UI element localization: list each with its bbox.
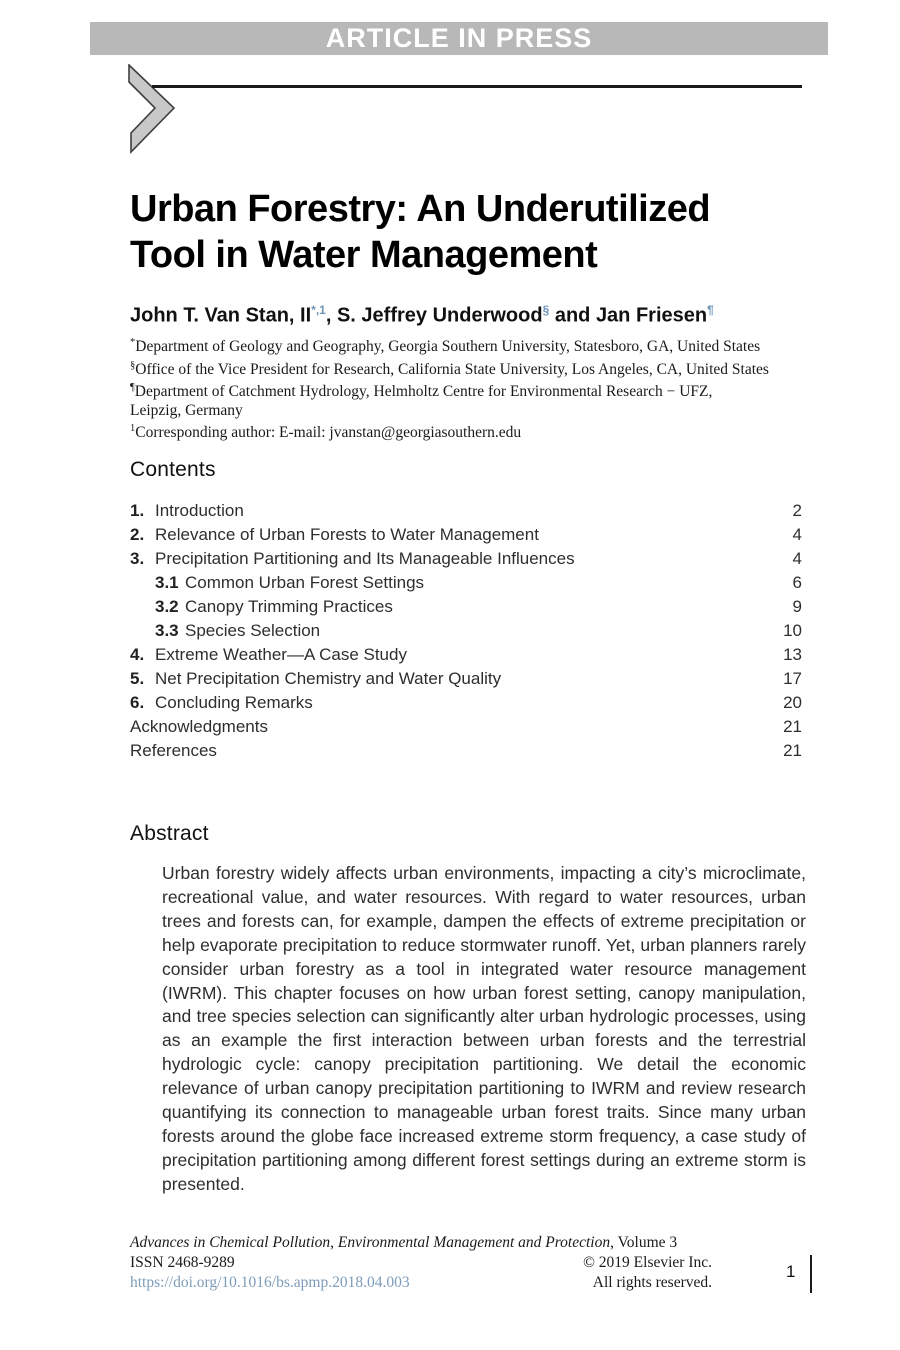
toc-page-number: 4 xyxy=(792,549,802,568)
toc-row xyxy=(130,523,802,547)
toc-page-number: 20 xyxy=(783,693,802,712)
author-3-affiliation-mark: ¶ xyxy=(707,303,714,317)
author-2: S. Jeffrey Underwood xyxy=(336,304,543,327)
abstract-section xyxy=(130,822,806,1197)
author-2-affiliation-mark: § xyxy=(542,303,550,317)
author-3: Jan Friesen xyxy=(595,304,708,327)
affiliation-line xyxy=(130,379,830,402)
banner-label: ARTICLE IN PRESS xyxy=(325,23,593,53)
toc-number: 2. xyxy=(130,525,145,544)
toc-label: References xyxy=(130,741,217,760)
toc-row xyxy=(130,619,802,643)
toc-number: 3.1 xyxy=(155,573,179,592)
toc-page-number: 4 xyxy=(792,525,802,544)
title-line-2: Tool in Water Management xyxy=(130,234,598,276)
toc-number: 1. xyxy=(130,501,145,520)
toc-label: Relevance of Urban Forests to Water Management xyxy=(155,525,539,544)
toc-label: Species Selection xyxy=(185,621,321,640)
toc-label: Precipitation Partitioning and Its Manageable Influences xyxy=(155,549,575,568)
toc-row xyxy=(130,499,802,523)
affiliation-line xyxy=(130,357,830,380)
series-title-italic: Advances in Chemical Pollution, Environmental Management and Protection xyxy=(130,1234,611,1251)
affiliation-text: Office of the Vice President for Research, California State University, Los Angeles, CA, United States xyxy=(135,360,769,378)
series-title xyxy=(130,1233,712,1253)
affiliation-marker: * xyxy=(130,337,136,348)
affiliations-block xyxy=(130,334,830,443)
toc-label: Introduction xyxy=(155,501,244,520)
contents-list xyxy=(130,499,802,763)
affiliation-text: Department of Catchment Hydrology, Helmholtz Centre for Environmental Research − UFZ, xyxy=(134,383,713,401)
contents-heading: Contents xyxy=(130,458,216,481)
toc-page-number: 21 xyxy=(783,741,802,760)
affiliation-text: Department of Geology and Geography, Georgia Southern University, Statesboro, GA, United States xyxy=(135,338,761,356)
abstract-heading: Abstract xyxy=(130,822,209,845)
page-number: 1 xyxy=(786,1262,796,1281)
author-separator: , xyxy=(325,304,337,327)
toc-number: 6. xyxy=(130,693,145,712)
toc-label: Canopy Trimming Practices xyxy=(185,597,393,616)
series-volume: , Volume 3 xyxy=(610,1234,678,1251)
affiliation-text-continued: Leipzig, Germany xyxy=(130,401,243,419)
author-line xyxy=(130,303,830,328)
toc-page-number: 6 xyxy=(792,573,802,592)
author-1-affiliation-mark: *,1 xyxy=(311,303,326,317)
toc-page-number: 13 xyxy=(783,645,802,664)
toc-page-number: 2 xyxy=(792,501,802,520)
toc-page-number: 9 xyxy=(792,597,802,616)
toc-label: Common Urban Forest Settings xyxy=(185,573,425,592)
copyright-notice: © 2019 Elsevier Inc. xyxy=(583,1254,712,1271)
affiliation-text: Corresponding author: E-mail: jvanstan@georgiasouthern.edu xyxy=(135,424,522,442)
affiliation-marker: § xyxy=(130,359,136,371)
toc-page-number: 21 xyxy=(783,717,802,736)
arrow-chevron-icon xyxy=(128,64,178,154)
toc-label: Concluding Remarks xyxy=(155,693,313,712)
toc-number: 3.2 xyxy=(155,597,179,616)
author-separator: and xyxy=(549,304,596,327)
toc-row xyxy=(130,595,802,619)
toc-label: Extreme Weather—A Case Study xyxy=(155,645,407,664)
toc-row xyxy=(130,667,802,691)
toc-row xyxy=(130,715,802,739)
toc-page-number: 10 xyxy=(783,621,802,640)
header-rule xyxy=(152,85,802,88)
toc-row xyxy=(130,547,802,571)
page-number-divider xyxy=(810,1255,812,1293)
doi-link[interactable]: https://doi.org/10.1016/bs.apmp.2018.04.003 xyxy=(130,1274,410,1291)
footer xyxy=(130,1233,712,1293)
toc-number: 4. xyxy=(130,645,145,664)
article-in-press-banner xyxy=(90,22,828,55)
issn: ISSN 2468-9289 xyxy=(130,1254,235,1271)
author-1: John T. Van Stan, II xyxy=(130,304,312,327)
abstract-text: Urban forestry widely affects urban environments, impacting a city’s microclimate, recreational value, and water resources. With regard to water resources, urban trees and forests can, for example, dampen the effects of extreme precipitation or help evaporate precipitation to reduce stormwater runoff. Yet, urban planners rarely consider urban forestry as a tool in integrated water resource management (IWRM). This chapter focuses on how urban forest setting, canopy manipulation, and tree species selection can significantly alter urban hydrologic processes, using as an example the first interaction between urban forests and the terrestrial hydrologic cycle: canopy precipitation partitioning. We detail the economic relevance of urban canopy precipitation partitioning to IWRM and review research quantifying its connection to manageable urban forest traits. Since many urban forests around the globe face increased extreme storm frequency, a case study of precipitation partitioning among different forest settings during an extreme storm is presented. xyxy=(162,863,806,1194)
affiliation-marker: 1 xyxy=(130,423,136,435)
affiliation-line xyxy=(130,420,830,443)
toc-row xyxy=(130,739,802,763)
rights-notice: All rights reserved. xyxy=(592,1274,712,1291)
affiliation-line xyxy=(130,334,830,357)
toc-label: Acknowledgments xyxy=(130,717,268,736)
toc-row xyxy=(130,571,802,595)
toc-label: Net Precipitation Chemistry and Water Quality xyxy=(155,669,502,688)
toc-number: 3.3 xyxy=(155,621,179,640)
title-line-1: Urban Forestry: An Underutilized xyxy=(130,188,711,230)
page-title xyxy=(130,186,820,278)
toc-row xyxy=(130,691,802,715)
toc-page-number: 17 xyxy=(783,669,802,688)
toc-row xyxy=(130,643,802,667)
contents-section xyxy=(130,458,802,763)
affiliation-marker: ¶ xyxy=(130,382,135,394)
toc-number: 5. xyxy=(130,669,145,688)
toc-number: 3. xyxy=(130,549,145,568)
